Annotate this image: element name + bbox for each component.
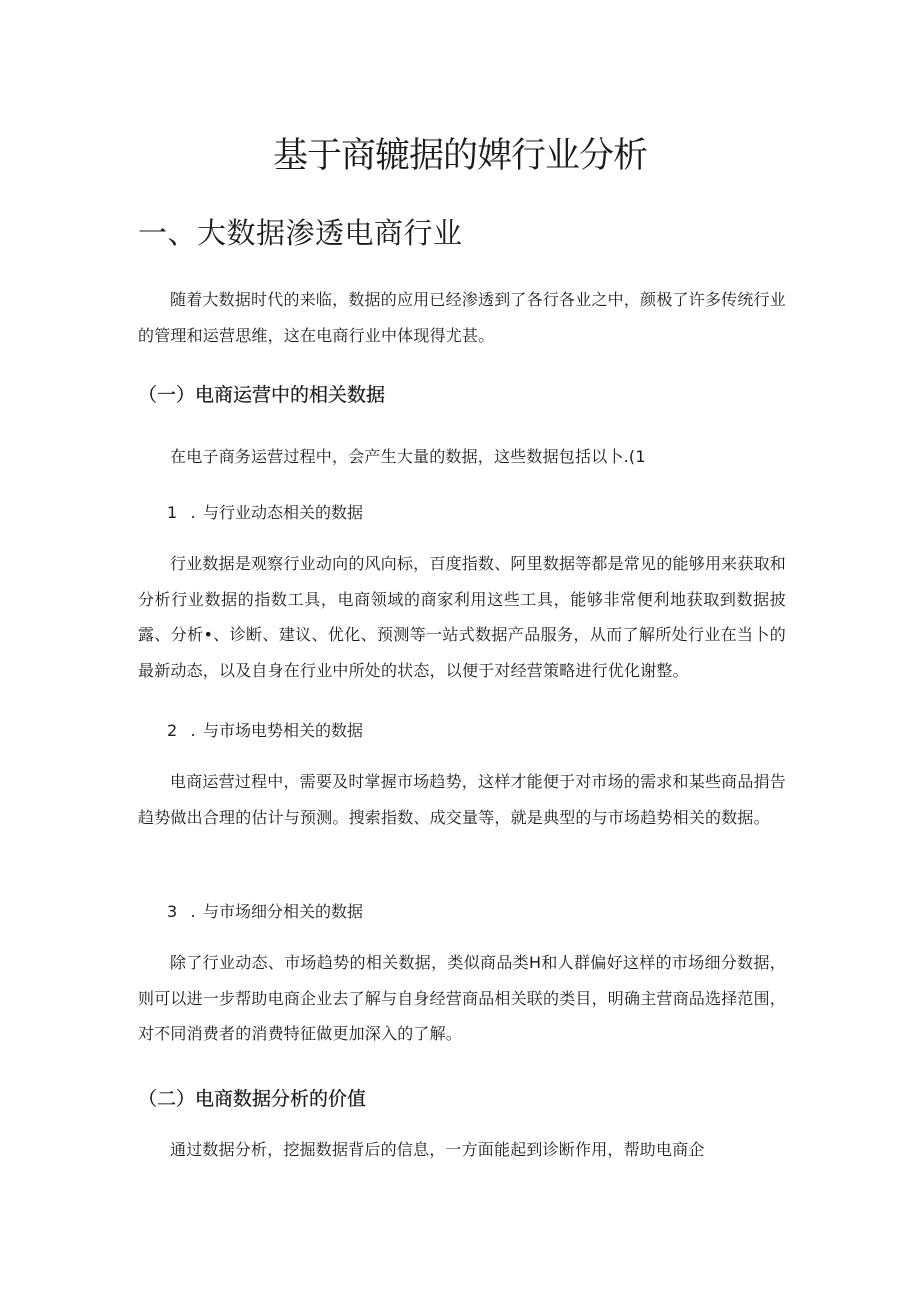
subsection-1-intro-paragraph: 在电子商务运营过程中，会产生大量的数据，这些数据包括以卜.(1 bbox=[170, 447, 646, 466]
subsection-heading-1: （一）电商运营中的相关数据 bbox=[138, 384, 386, 406]
list-item-paragraph-2: 电商运营过程中，需要及时掌握市场趋势，这样才能便于对市场的需求和某些商品捐告趋势做出合理的估计与预测。搜索指数、成交量等，就是典型的与市场趋势相关的数据。 bbox=[138, 772, 786, 827]
list-item-number: 3 bbox=[167, 902, 178, 921]
list-item-label: 与市场电势相关的数据 bbox=[203, 721, 364, 740]
document-title: 基于商辘据的婢行业分析 bbox=[272, 136, 647, 176]
subsection-heading-2: （二）电商数据分析的价值 bbox=[138, 1088, 367, 1110]
list-item-heading-1: 1 . 与行业动态相关的数据 bbox=[167, 499, 363, 527]
list-item-paragraph-3: 除了行业动态、市场趋势的相关数据，类似商品类H和人群偏好这样的市场细分数据，则可以进一步帮助电商企业去了解与自身经营商品相关联的类目，明确主营商品选择范围，对不同消费者的消费特征做更加深入的了解。 bbox=[138, 953, 787, 1043]
list-item-label: 与行业动态相关的数据 bbox=[203, 503, 364, 522]
list-item-number: 2 bbox=[167, 721, 178, 740]
subsection-2-intro-paragraph: 通过数据分析，挖掘数据背后的信息，一方面能起到诊断作用，帮助电商企 bbox=[170, 1140, 705, 1159]
section-heading-1: 一、大数据渗透电商行业 bbox=[138, 216, 463, 250]
list-item-heading-3: 3 . 与市场细分相关的数据 bbox=[167, 898, 363, 926]
list-item-paragraph-1: 行业数据是观察行业动向的风向标，百度指数、阿里数据等都是常见的能够用来获取和分析行业数据的指数工具，电商领域的商家利用这些工具，能够非常便利地获取到数据披露、分析•、诊断、建议、优化、预测等一站式数据产品服务，从而了解所处行业在当卜的最新动态，以及自身在行业中所处的状态，以便于对经营策略进行优化谢整。 bbox=[138, 554, 786, 680]
list-item-label: 与市场细分相关的数据 bbox=[203, 902, 364, 921]
list-item-number: 1 bbox=[167, 503, 178, 522]
list-item-heading-2: 2 . 与市场电势相关的数据 bbox=[167, 717, 363, 745]
section-1-intro-paragraph: 随着大数据时代的来临，数据的应用已经渗透到了各行各业之中，颜极了许多传统行业的管理和运营思维，这在电商行业中体现得尤甚。 bbox=[138, 290, 786, 345]
